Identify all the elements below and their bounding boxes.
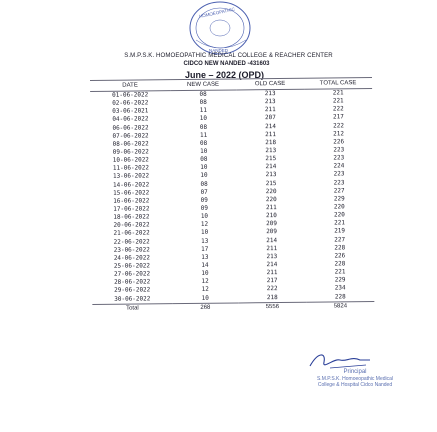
date-cell: 16-06-2022 (113, 197, 150, 205)
old-case-cell: 213 (266, 252, 278, 261)
new-case-cell: 10 (200, 229, 209, 237)
total-case-cell: 234 (334, 284, 346, 292)
total-old-case-cell: 5556 (238, 302, 306, 311)
total-case-cell: 227 (334, 235, 346, 244)
principal-stamp-line1: S.M.P.S.K. Homoeopathic Medical (316, 376, 394, 382)
total-case-cell: 221 (334, 268, 346, 276)
new-case-cell: 17 (201, 245, 209, 253)
date-cell: 30-06-2022 (114, 294, 151, 303)
total-case-cell: 228 (334, 244, 346, 252)
old-case-cell: 222 (266, 285, 278, 293)
date-cell: 07-06-2022 (112, 132, 149, 140)
new-case-cell: 10 (200, 212, 209, 221)
new-case-cell: 07 (200, 188, 208, 196)
old-case-cell: 218 (265, 138, 277, 147)
total-case-cell: 222 (332, 105, 344, 113)
date-cell: 14-06-2022 (113, 180, 150, 189)
new-case-cell: 08 (199, 98, 207, 107)
new-case-cell: 12 (200, 221, 209, 229)
column-header-date: DATE (90, 80, 170, 92)
new-case-cell: 08 (199, 123, 208, 131)
old-case-cell: 213 (264, 90, 276, 98)
date-cell: 10-06-2022 (112, 156, 149, 164)
new-case-cell: 10 (200, 172, 208, 180)
old-case-cell: 214 (265, 163, 277, 171)
date-cell: 15-06-2022 (113, 189, 150, 197)
old-case-cell: 211 (264, 106, 276, 114)
new-case-cell: 08 (200, 155, 208, 164)
old-case-cell: 220 (265, 195, 277, 204)
new-case-cell: 13 (201, 237, 209, 245)
opd-case-table (90, 77, 374, 313)
total-case-cell: 229 (333, 195, 345, 203)
svg-text:HOMOEOPATHIC: HOMOEOPATHIC (198, 6, 236, 20)
date-cell: 11-06-2022 (112, 164, 150, 173)
total-case-cell: 217 (332, 113, 344, 121)
old-case-cell: 211 (265, 130, 277, 138)
total-case-cell: 228 (334, 292, 346, 301)
date-cell: 20-06-2022 (113, 221, 150, 230)
new-case-cell: 11 (199, 107, 207, 115)
old-case-cell: 213 (265, 171, 277, 179)
total-case-cell: 223 (333, 170, 345, 178)
total-case-cell: 212 (333, 130, 345, 138)
total-case-cell: 221 (332, 97, 344, 105)
date-cell: 22-06-2022 (113, 237, 150, 246)
column-header-total-case: TOTAL CASE (304, 78, 372, 90)
principal-stamp-line2: College & Hospital Cidco Nanded (317, 382, 393, 388)
old-case-cell: 220 (265, 187, 277, 195)
old-case-cell: 214 (265, 122, 276, 130)
date-cell: 06-06-2022 (112, 124, 149, 132)
total-case-cell: 226 (333, 138, 345, 146)
new-case-cell: 10 (200, 164, 208, 172)
old-case-cell: 213 (264, 98, 276, 106)
new-case-cell: 13 (201, 253, 209, 261)
date-cell: 13-06-2022 (112, 172, 150, 181)
total-case-cell: 221 (334, 219, 345, 227)
date-cell: 18-06-2022 (113, 213, 150, 221)
total-date-cell: Total (92, 303, 172, 312)
total-case-cell: 220 (333, 203, 345, 211)
total-total-case-cell: 5824 (306, 301, 374, 310)
total-case-cell: 228 (334, 260, 346, 268)
date-cell: 27-06-2022 (113, 270, 151, 278)
total-case-cell: 219 (334, 227, 346, 235)
report-period-title: June – 2022 (OPD) (184, 70, 265, 80)
date-cell: 03-06-2021 (112, 107, 149, 116)
date-cell: 24-06-2022 (113, 254, 150, 262)
date-cell: 01-06-2022 (112, 91, 149, 99)
old-case-cell: 215 (265, 155, 277, 163)
old-case-cell: 207 (264, 114, 276, 122)
new-case-cell: 08 (200, 180, 208, 188)
college-name-heading: S.M.P.S.K. HOMOEOPATHIC MEDICAL COLLEGE & REACHER CENTER (124, 52, 333, 59)
old-case-cell: 211 (266, 269, 278, 277)
new-case-cell: 12 (201, 278, 209, 286)
total-case-cell: 220 (333, 211, 345, 219)
new-case-cell: 10 (199, 115, 208, 123)
total-case-cell: 223 (333, 154, 345, 162)
new-case-cell: 10 (200, 147, 208, 155)
old-case-cell: 211 (265, 204, 277, 212)
principal-title: Principal (343, 369, 367, 375)
total-case-cell: 227 (333, 187, 345, 195)
old-case-cell: 209 (266, 220, 277, 228)
new-case-cell: 14 (201, 261, 209, 269)
new-case-cell: 10 (201, 294, 209, 302)
old-case-cell: 214 (266, 236, 278, 244)
old-case-cell: 213 (265, 147, 277, 155)
old-case-cell: 218 (266, 293, 278, 301)
date-cell: 09-06-2022 (112, 148, 149, 156)
total-case-cell: 226 (334, 252, 346, 260)
old-case-cell: 217 (266, 277, 278, 285)
new-case-cell: 10 (201, 269, 209, 278)
total-case-cell: 223 (333, 178, 345, 187)
date-cell: 04-06-2022 (112, 115, 149, 124)
date-cell: 08-06-2022 (112, 140, 149, 148)
date-cell: 28-06-2022 (114, 278, 151, 287)
old-case-cell: 210 (265, 212, 277, 220)
new-case-cell: 08 (199, 90, 207, 98)
total-new-case-cell: 268 (172, 303, 238, 312)
new-case-cell: 11 (199, 131, 208, 139)
old-case-cell: 214 (266, 261, 278, 269)
total-case-cell: 224 (333, 162, 345, 170)
college-address-heading: CIDCO NEW NANDED -431603 (183, 61, 270, 67)
old-case-cell: 211 (266, 244, 278, 252)
date-cell: 23-06-2022 (113, 246, 150, 254)
total-case-cell: 222 (333, 121, 344, 130)
column-header-old-case: OLD CASE (236, 78, 304, 90)
new-case-cell: 09 (200, 204, 208, 212)
new-case-cell: 09 (200, 196, 208, 204)
total-case-cell: 223 (333, 146, 345, 154)
old-case-cell: 215 (265, 179, 277, 187)
date-cell: 17-06-2022 (113, 205, 150, 213)
total-case-cell: 229 (334, 276, 346, 284)
old-case-cell: 209 (266, 228, 278, 236)
new-case-cell: 08 (200, 139, 208, 147)
new-case-cell: 12 (201, 286, 209, 294)
date-cell: 02-06-2022 (112, 99, 149, 107)
column-header-new-case: NEW CASE (170, 79, 236, 91)
total-case-cell: 221 (332, 89, 344, 97)
date-cell: 21-06-2022 (113, 229, 150, 238)
date-cell: 25-06-2022 (113, 262, 151, 270)
date-cell: 29-06-2022 (114, 286, 151, 295)
svg-text:NANDED: NANDED (209, 48, 229, 53)
